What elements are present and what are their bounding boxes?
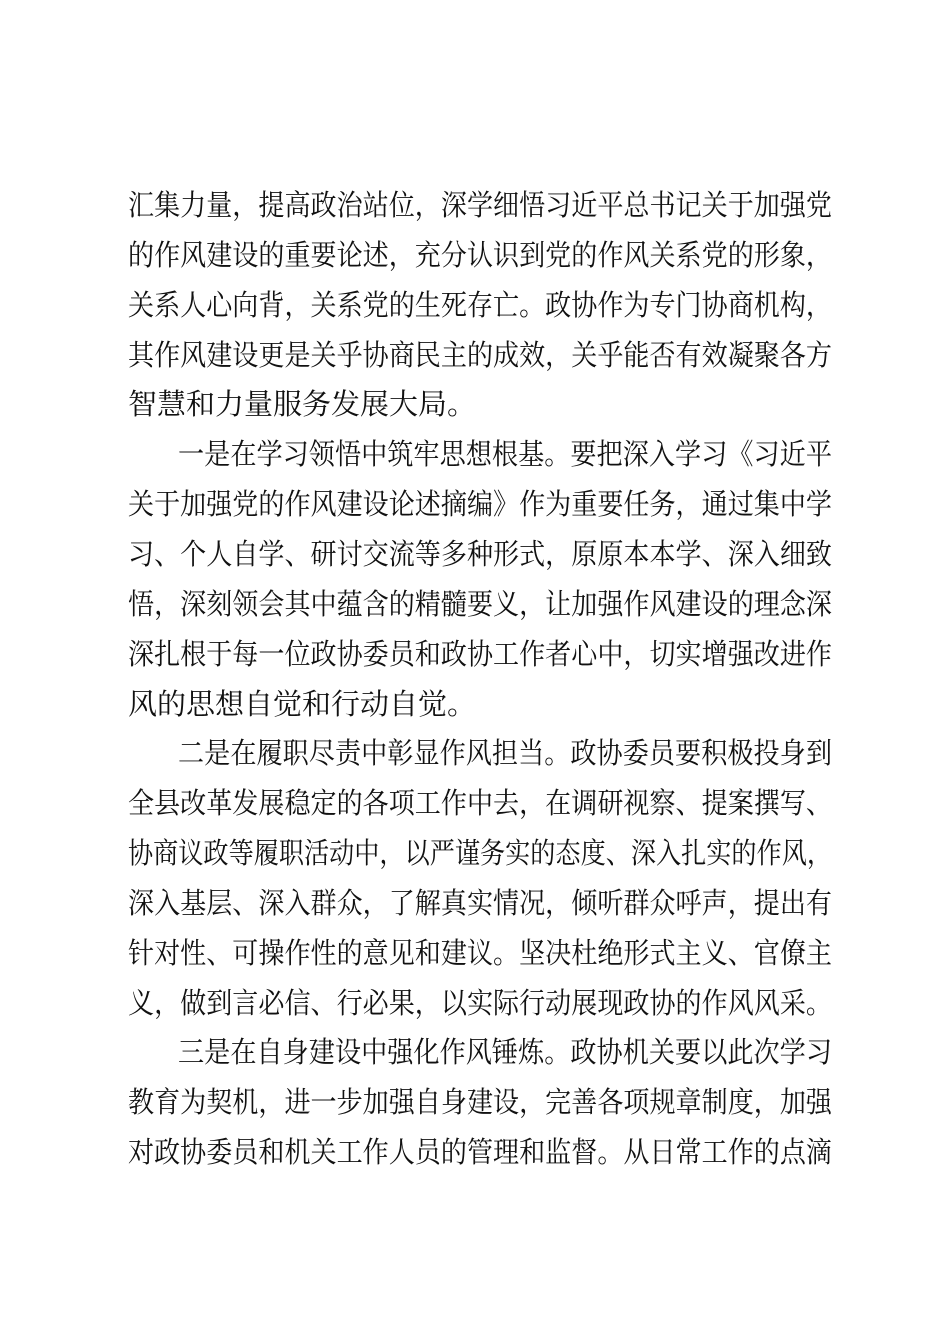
text-line-content: 三是在自身建设中强化作风锤炼。政协机关要以此次学习 <box>178 1035 832 1069</box>
text-line-content: 风的思想自觉和行动自觉。 <box>128 687 477 721</box>
text-line-content: 的作风建设的重要论述，充分认识到党的作风关系党的形象， <box>128 238 832 272</box>
text-line-content: 二是在履职尽责中彰显作风担当。政协委员要积极投身到 <box>178 736 832 770</box>
text-line-content: 全县改革发展稳定的各项工作中去，在调研视察、提案撰写、 <box>128 786 832 820</box>
text-line-content: 对政协委员和机关工作人员的管理和监督。从日常工作的点滴 <box>128 1135 832 1169</box>
text-line-content: 深入基层、深入群众，了解真实情况，倾听群众呼声，提出有 <box>128 886 832 920</box>
text-line-content: 关系人心向背，关系党的生死存亡。政协作为专门协商机构， <box>128 288 832 322</box>
text-line-content: 深扎根于每一位政协委员和政协工作者心中，切实增强改进作 <box>128 637 832 671</box>
text-line-content: 其作风建设更是关乎协商民主的成效，关乎能否有效凝聚各方 <box>128 338 832 372</box>
text-line-content: 智慧和力量服务发展大局。 <box>128 387 477 421</box>
text-line-content: 针对性、可操作性的意见和建议。坚决杜绝形式主义、官僚主 <box>128 936 832 970</box>
text-line-content: 关于加强党的作风建设论述摘编》作为重要任务，通过集中学 <box>128 487 832 521</box>
text-line-content: 一是在学习领悟中筑牢思想根基。要把深入学习《习近平 <box>178 437 832 471</box>
text-line-content: 义，做到言必信、行必果，以实际行动展现政协的作风风采。 <box>128 986 832 1020</box>
text-line-content: 教育为契机，进一步加强自身建设，完善各项规章制度，加强 <box>128 1085 832 1119</box>
text-line-content: 协商议政等履职活动中，以严谨务实的态度、深入扎实的作风， <box>128 836 832 870</box>
text-line-content: 汇集力量，提高政治站位，深学细悟习近平总书记关于加强党 <box>128 188 832 222</box>
text-line-content: 悟，深刻领会其中蕴含的精髓要义，让加强作风建设的理念深 <box>128 587 832 621</box>
text-line-content: 习、个人自学、研讨交流等多种形式，原原本本学、深入细致 <box>128 537 832 571</box>
